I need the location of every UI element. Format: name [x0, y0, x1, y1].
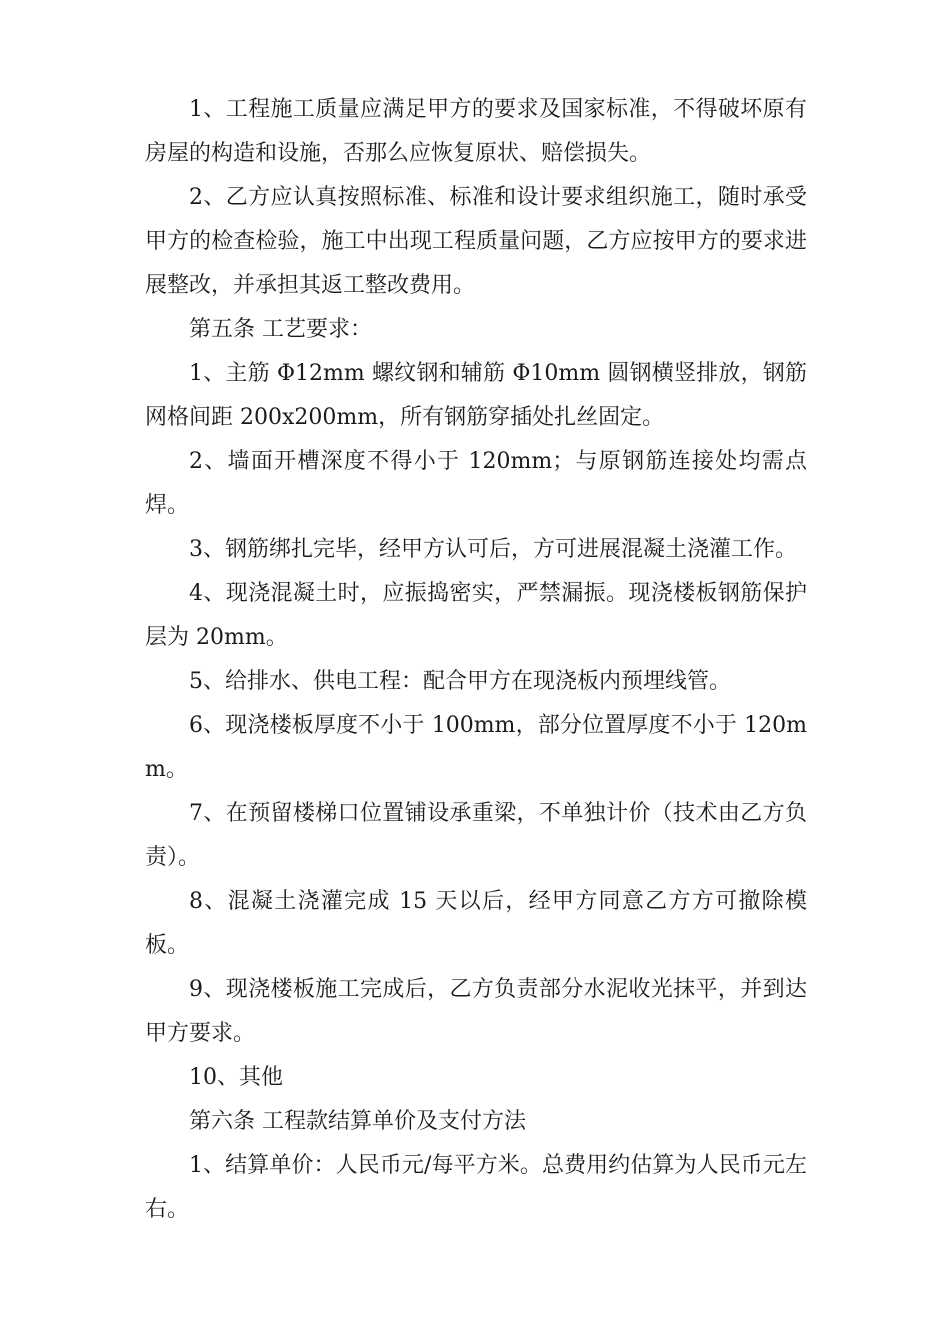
paragraph-clause-5-item-8: 8、混凝土浇灌完成 15 天以后，经甲方同意乙方方可撤除模板。 — [145, 889, 807, 958]
paragraph-clause-5-item-10: 10、其他 — [189, 1065, 283, 1090]
heading-clause-6: 第六条 工程款结算单价及支付方法 — [189, 1109, 526, 1134]
paragraph-clause-5-item-5: 5、给排水、供电工程：配合甲方在现浇板内预埋线管。 — [189, 669, 731, 694]
paragraph-clause-5-item-7: 7、在预留楼梯口位置铺设承重梁，不单独计价（技术由乙方负责）。 — [145, 801, 807, 870]
paragraph-clause-6-item-1: 1、结算单价：人民币元/每平方米。总费用约估算为人民币元左右。 — [145, 1153, 807, 1222]
document-body — [145, 88, 807, 1232]
heading-clause-5: 第五条 工艺要求： — [189, 317, 372, 342]
paragraph-clause-5-item-4: 4、现浇混凝土时，应振捣密实，严禁漏振。现浇楼板钢筋保护层为 20mm。 — [145, 581, 807, 650]
paragraph-clause-5-item-9: 9、现浇楼板施工完成后，乙方负责部分水泥收光抹平，并到达甲方要求。 — [145, 977, 807, 1046]
paragraph-clause-5-item-1: 1、主筋 Φ12mm 螺纹钢和辅筋 Φ10mm 圆钢横竖排放，钢筋网格间距 200x200mm，所有钢筋穿插处扎丝固定。 — [145, 361, 807, 430]
paragraph-clause-4-item-1: 1、工程施工质量应满足甲方的要求及国家标准，不得破坏原有房屋的构造和设施，否那么应恢复原状、赔偿损失。 — [145, 97, 807, 166]
paragraph-clause-5-item-3: 3、钢筋绑扎完毕，经甲方认可后，方可进展混凝土浇灌工作。 — [189, 537, 797, 562]
paragraph-clause-5-item-6: 6、现浇楼板厚度不小于 100mm，部分位置厚度不小于 120mm。 — [145, 713, 807, 782]
paragraph-clause-4-item-2: 2、乙方应认真按照标准、标准和设计要求组织施工，随时承受甲方的检查检验，施工中出现工程质量问题，乙方应按甲方的要求进展整改，并承担其返工整改费用。 — [145, 185, 807, 298]
paragraph-clause-5-item-2: 2、墙面开槽深度不得小于 120mm；与原钢筋连接处均需点焊。 — [145, 449, 807, 518]
